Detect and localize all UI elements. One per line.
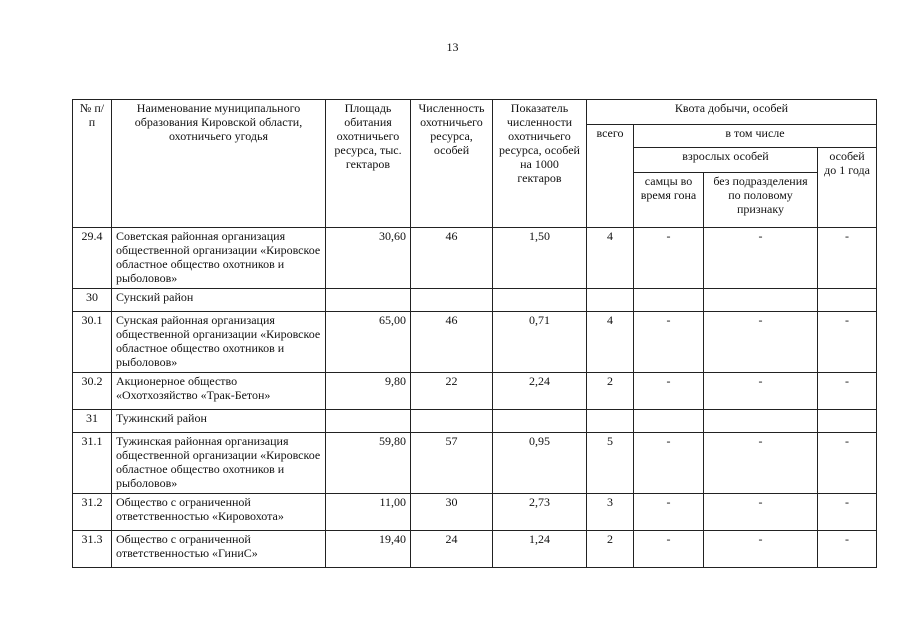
row-density: 2,73 bbox=[493, 494, 587, 531]
header-num: № п/п bbox=[73, 100, 112, 228]
page-number: 13 bbox=[446, 40, 459, 54]
row-name: Общество с ограниченной ответственностью «Кировохота» bbox=[112, 494, 326, 531]
header-total: всего bbox=[587, 125, 634, 228]
row-nosex: - bbox=[704, 494, 818, 531]
row-area: 65,00 bbox=[326, 312, 411, 373]
row-count: 57 bbox=[411, 433, 493, 494]
row-density bbox=[493, 410, 587, 433]
row-young bbox=[818, 289, 877, 312]
row-young: - bbox=[818, 373, 877, 410]
row-total: 2 bbox=[587, 373, 634, 410]
header-young: особей до 1 года bbox=[818, 148, 877, 228]
table-row bbox=[73, 494, 877, 531]
row-name: Сунский район bbox=[112, 289, 326, 312]
header-males: самцы во время гона bbox=[634, 173, 704, 228]
row-males: - bbox=[634, 228, 704, 289]
row-area: 11,00 bbox=[326, 494, 411, 531]
row-num: 31.3 bbox=[73, 531, 112, 568]
row-num: 29.4 bbox=[73, 228, 112, 289]
row-young: - bbox=[818, 531, 877, 568]
row-area: 59,80 bbox=[326, 433, 411, 494]
row-males: - bbox=[634, 373, 704, 410]
table-row bbox=[73, 433, 877, 494]
row-area bbox=[326, 289, 411, 312]
row-count bbox=[411, 410, 493, 433]
row-count: 22 bbox=[411, 373, 493, 410]
row-name: Тужинский район bbox=[112, 410, 326, 433]
row-young: - bbox=[818, 494, 877, 531]
row-name: Акционерное общество «Охотхозяйство «Трак-Бетон» bbox=[112, 373, 326, 410]
row-males bbox=[634, 289, 704, 312]
header-area: Площадь обитания охотничьего ресурса, тыс. гектаров bbox=[326, 100, 411, 228]
row-males: - bbox=[634, 433, 704, 494]
row-area: 30,60 bbox=[326, 228, 411, 289]
table-row bbox=[73, 289, 877, 312]
row-name: Сунская районная организация общественной организации «Кировское областное общество охотников и рыболовов» bbox=[112, 312, 326, 373]
row-nosex: - bbox=[704, 228, 818, 289]
row-density bbox=[493, 289, 587, 312]
row-density: 0,71 bbox=[493, 312, 587, 373]
row-area bbox=[326, 410, 411, 433]
row-num: 31 bbox=[73, 410, 112, 433]
row-name: Общество с ограниченной ответственностью «ГиниС» bbox=[112, 531, 326, 568]
row-males: - bbox=[634, 531, 704, 568]
row-num: 30.1 bbox=[73, 312, 112, 373]
row-density: 1,24 bbox=[493, 531, 587, 568]
row-density: 0,95 bbox=[493, 433, 587, 494]
row-count bbox=[411, 289, 493, 312]
row-young: - bbox=[818, 433, 877, 494]
row-young: - bbox=[818, 312, 877, 373]
row-nosex: - bbox=[704, 312, 818, 373]
row-num: 30 bbox=[73, 289, 112, 312]
row-total bbox=[587, 289, 634, 312]
table-row bbox=[73, 228, 877, 289]
row-young: - bbox=[818, 228, 877, 289]
row-nosex bbox=[704, 289, 818, 312]
row-males bbox=[634, 410, 704, 433]
quota-table bbox=[72, 99, 877, 568]
header-adults: взрослых особей bbox=[634, 148, 818, 173]
row-count: 46 bbox=[411, 228, 493, 289]
table-header bbox=[73, 100, 877, 228]
row-nosex: - bbox=[704, 531, 818, 568]
row-num: 31.2 bbox=[73, 494, 112, 531]
row-name: Тужинская районная организация общественной организации «Кировское областное общество охотников и рыболовов» bbox=[112, 433, 326, 494]
row-males: - bbox=[634, 494, 704, 531]
header-name: Наименование муниципального образования Кировской области, охотничьего угодья bbox=[112, 100, 326, 228]
row-nosex: - bbox=[704, 433, 818, 494]
table-row bbox=[73, 410, 877, 433]
row-count: 46 bbox=[411, 312, 493, 373]
row-total: 4 bbox=[587, 228, 634, 289]
row-density: 1,50 bbox=[493, 228, 587, 289]
row-density: 2,24 bbox=[493, 373, 587, 410]
row-total: 5 bbox=[587, 433, 634, 494]
row-nosex: - bbox=[704, 373, 818, 410]
row-total bbox=[587, 410, 634, 433]
header-count: Численность охотничьего ресурса, особей bbox=[411, 100, 493, 228]
table-row bbox=[73, 373, 877, 410]
table-body bbox=[73, 228, 877, 568]
table-row bbox=[73, 531, 877, 568]
row-total: 3 bbox=[587, 494, 634, 531]
row-area: 9,80 bbox=[326, 373, 411, 410]
row-name: Советская районная организация общественной организации «Кировское областное общество охотников и рыболовов» bbox=[112, 228, 326, 289]
row-total: 2 bbox=[587, 531, 634, 568]
row-count: 24 bbox=[411, 531, 493, 568]
row-count: 30 bbox=[411, 494, 493, 531]
header-including: в том числе bbox=[634, 125, 877, 148]
row-males: - bbox=[634, 312, 704, 373]
table-row bbox=[73, 312, 877, 373]
header-nosex: без подразделения по половому признаку bbox=[704, 173, 818, 228]
header-quota: Квота добычи, особей bbox=[587, 100, 877, 125]
row-total: 4 bbox=[587, 312, 634, 373]
row-area: 19,40 bbox=[326, 531, 411, 568]
row-nosex bbox=[704, 410, 818, 433]
row-num: 30.2 bbox=[73, 373, 112, 410]
row-num: 31.1 bbox=[73, 433, 112, 494]
header-density: Показатель численности охотничьего ресурса, особей на 1000 гектаров bbox=[493, 100, 587, 228]
row-young bbox=[818, 410, 877, 433]
